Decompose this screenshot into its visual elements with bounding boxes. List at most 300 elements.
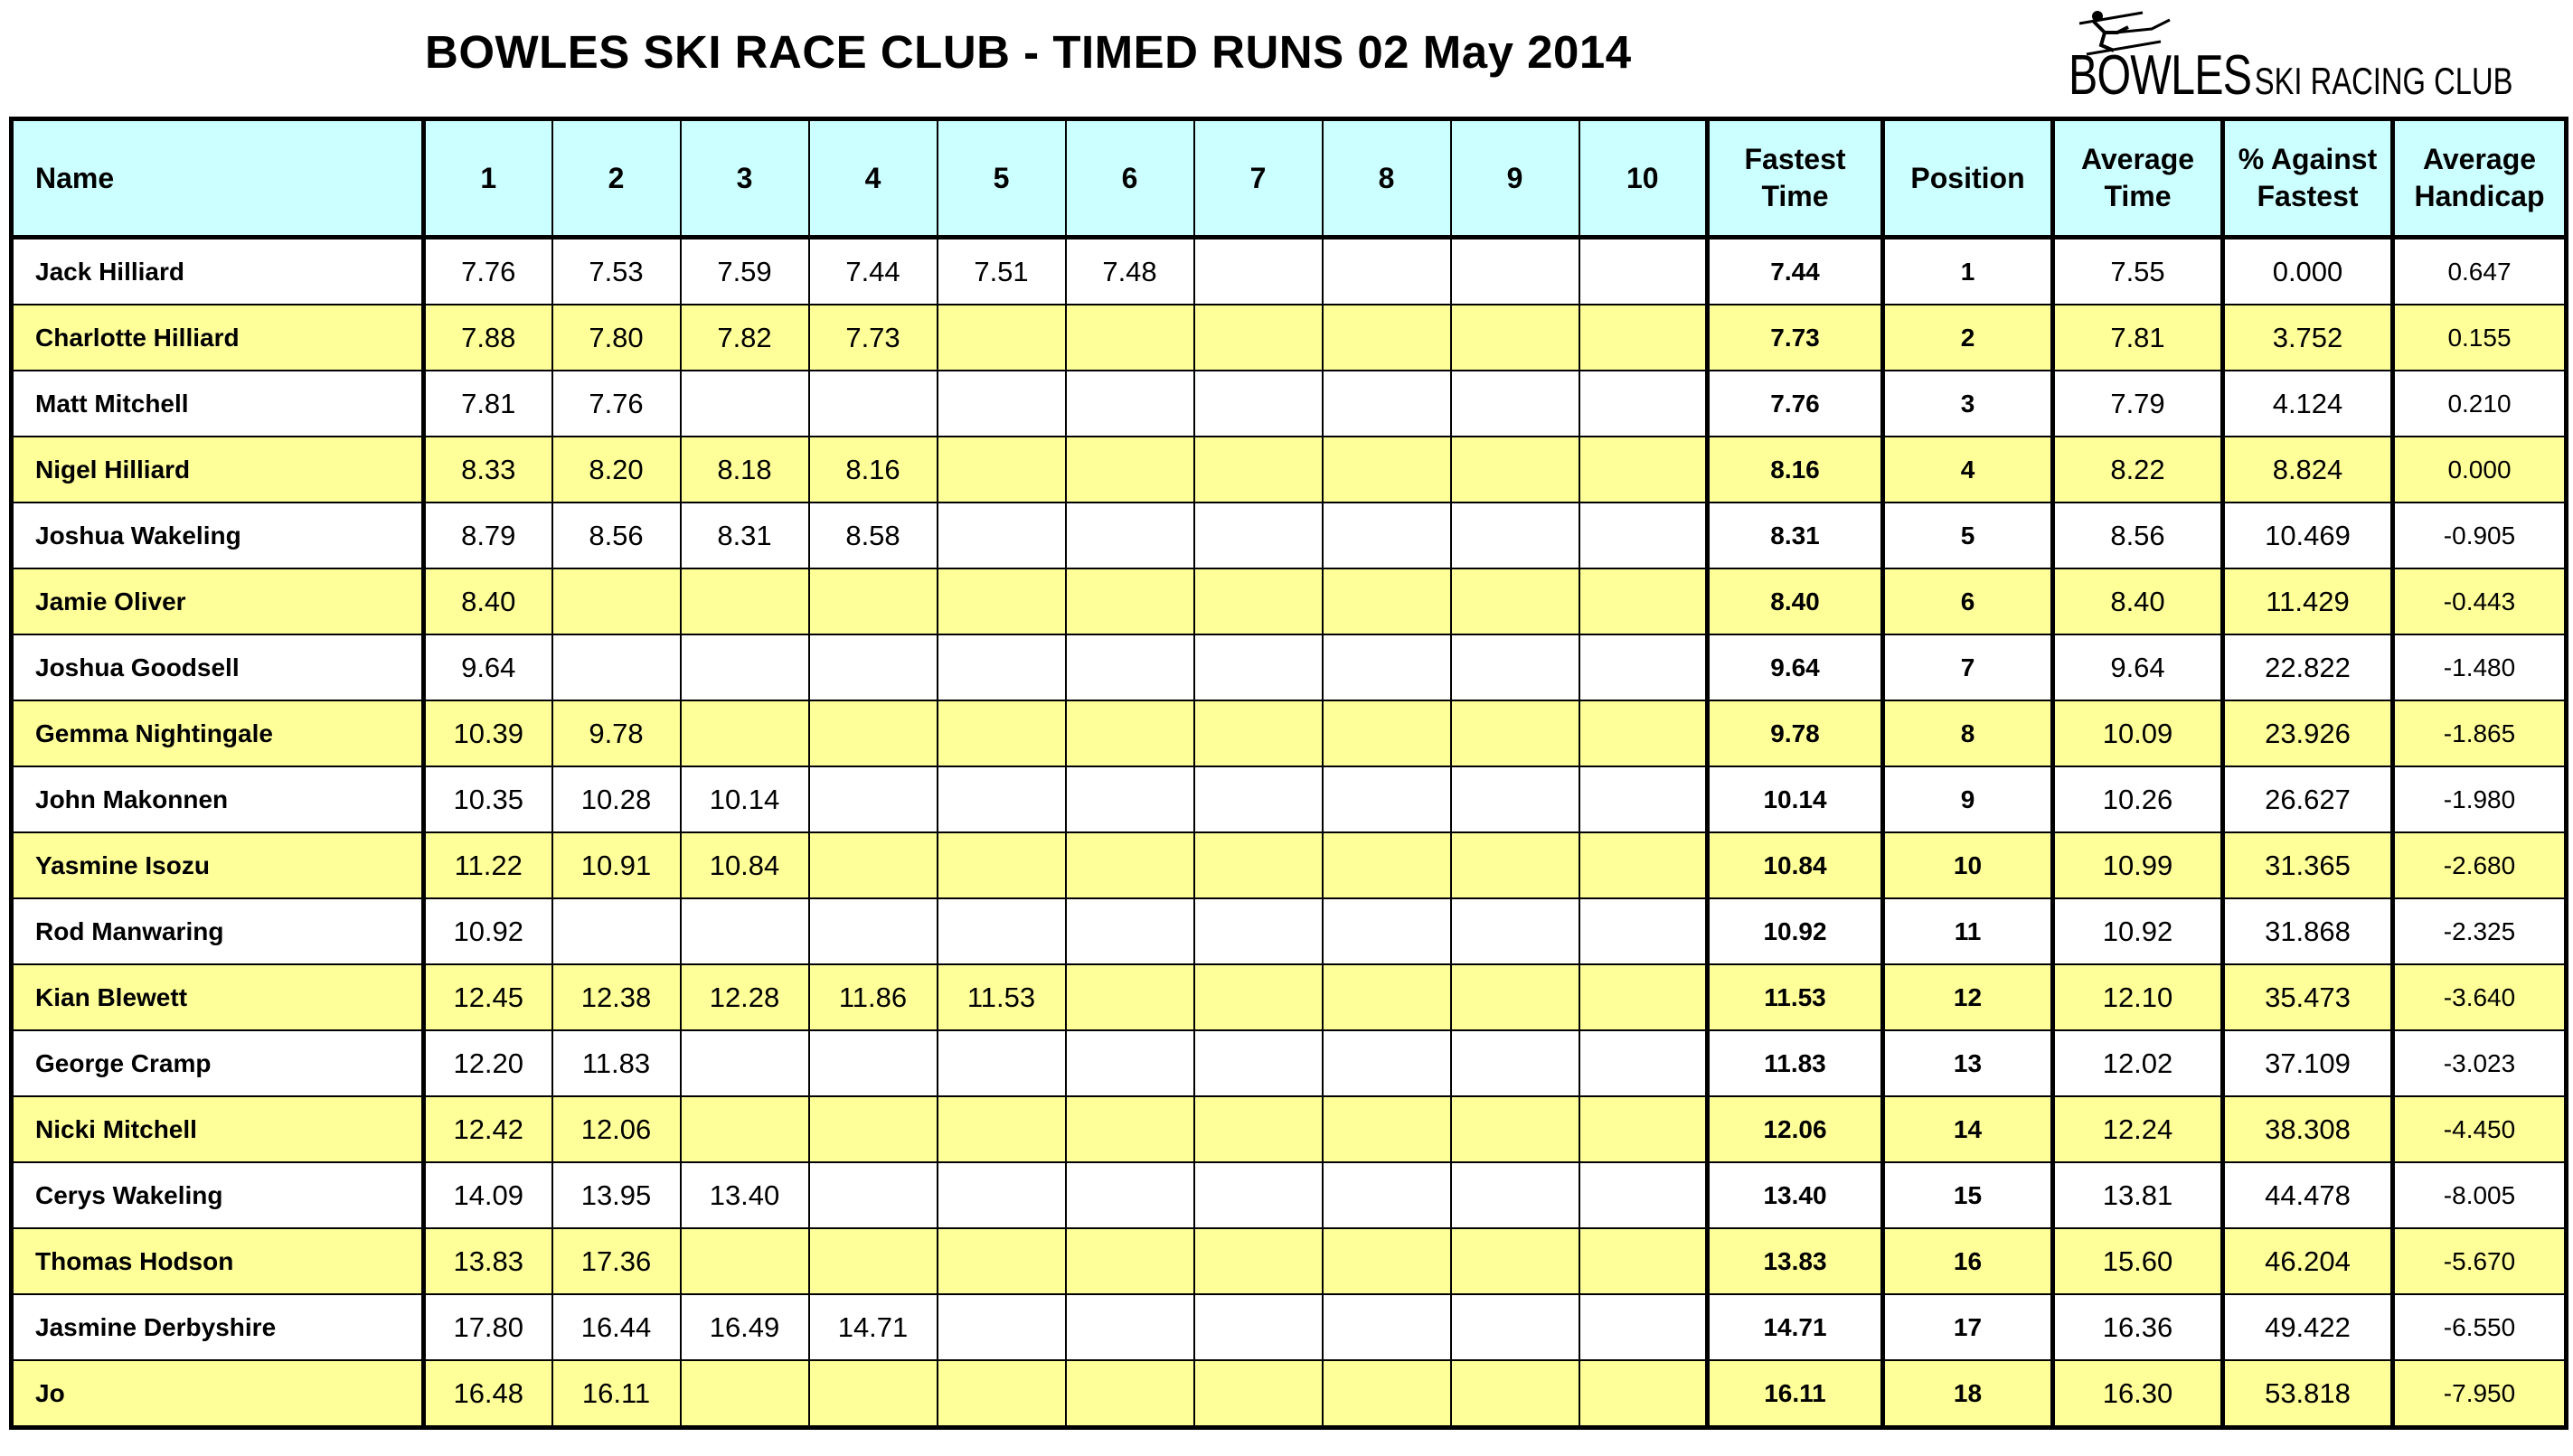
pct-against-fastest-cell: 53.818 bbox=[2223, 1360, 2393, 1428]
run-time-cell: 12.42 bbox=[424, 1096, 552, 1162]
run-time-cell: 12.45 bbox=[424, 964, 552, 1030]
run-time-cell bbox=[681, 1228, 809, 1294]
average-time-cell: 15.60 bbox=[2053, 1228, 2223, 1294]
position-cell: 4 bbox=[1883, 437, 2053, 503]
run-time-cell bbox=[1323, 305, 1451, 371]
average-time-cell: 9.64 bbox=[2053, 634, 2223, 700]
run-time-cell bbox=[938, 766, 1066, 832]
racer-name-cell: Joshua Wakeling bbox=[12, 503, 424, 568]
fastest-time-cell: 10.14 bbox=[1708, 766, 1883, 832]
position-cell: 18 bbox=[1883, 1360, 2053, 1428]
average-time-cell: 10.99 bbox=[2053, 832, 2223, 898]
run-time-cell bbox=[1323, 898, 1451, 964]
run-time-cell: 10.92 bbox=[424, 898, 552, 964]
header-pct-line2: Fastest bbox=[2257, 180, 2359, 212]
racer-name-cell: Cerys Wakeling bbox=[12, 1162, 424, 1228]
run-time-cell bbox=[1066, 700, 1194, 766]
header-run-10: 10 bbox=[1579, 119, 1708, 238]
average-handicap-cell: 0.210 bbox=[2393, 371, 2567, 437]
average-handicap-cell: -0.905 bbox=[2393, 503, 2567, 568]
run-time-cell bbox=[938, 832, 1066, 898]
average-time-cell: 8.22 bbox=[2053, 437, 2223, 503]
table-row bbox=[12, 503, 2567, 568]
run-time-cell: 11.53 bbox=[938, 964, 1066, 1030]
run-time-cell bbox=[938, 634, 1066, 700]
run-time-cell: 16.48 bbox=[424, 1360, 552, 1428]
table-row bbox=[12, 634, 2567, 700]
average-handicap-cell: -1.480 bbox=[2393, 634, 2567, 700]
fastest-time-cell: 10.84 bbox=[1708, 832, 1883, 898]
header-position: Position bbox=[1883, 119, 2053, 238]
racer-name-cell: Thomas Hodson bbox=[12, 1228, 424, 1294]
run-time-cell bbox=[1323, 1294, 1451, 1360]
average-time-cell: 10.92 bbox=[2053, 898, 2223, 964]
run-time-cell: 8.33 bbox=[424, 437, 552, 503]
run-time-cell bbox=[1194, 1162, 1323, 1228]
table-row bbox=[12, 305, 2567, 371]
average-time-cell: 10.09 bbox=[2053, 700, 2223, 766]
average-handicap-cell: 0.647 bbox=[2393, 238, 2567, 305]
run-time-cell bbox=[809, 1096, 938, 1162]
header-fastest-line1: Fastest bbox=[1744, 143, 1846, 175]
position-cell: 12 bbox=[1883, 964, 2053, 1030]
run-time-cell bbox=[1579, 700, 1708, 766]
position-cell: 3 bbox=[1883, 371, 2053, 437]
average-handicap-cell: -8.005 bbox=[2393, 1162, 2567, 1228]
run-time-cell bbox=[938, 898, 1066, 964]
run-time-cell bbox=[681, 634, 809, 700]
run-time-cell bbox=[1579, 568, 1708, 634]
run-time-cell bbox=[809, 832, 938, 898]
run-time-cell bbox=[1323, 568, 1451, 634]
average-time-cell: 13.81 bbox=[2053, 1162, 2223, 1228]
fastest-time-cell: 9.78 bbox=[1708, 700, 1883, 766]
run-time-cell bbox=[552, 568, 681, 634]
average-time-cell: 7.79 bbox=[2053, 371, 2223, 437]
run-time-cell: 10.84 bbox=[681, 832, 809, 898]
header-average-handicap bbox=[2393, 119, 2567, 238]
run-time-cell bbox=[1451, 898, 1579, 964]
run-time-cell bbox=[681, 898, 809, 964]
run-time-cell: 8.79 bbox=[424, 503, 552, 568]
position-cell: 15 bbox=[1883, 1162, 2053, 1228]
racer-name-cell: Jasmine Derbyshire bbox=[12, 1294, 424, 1360]
run-time-cell bbox=[1579, 1294, 1708, 1360]
average-time-cell: 16.30 bbox=[2053, 1360, 2223, 1428]
table-row bbox=[12, 437, 2567, 503]
run-time-cell bbox=[1451, 437, 1579, 503]
average-handicap-cell: -1.980 bbox=[2393, 766, 2567, 832]
run-time-cell: 14.09 bbox=[424, 1162, 552, 1228]
run-time-cell bbox=[1194, 238, 1323, 305]
header-run-2: 2 bbox=[552, 119, 681, 238]
run-time-cell bbox=[1451, 1030, 1579, 1096]
table-row bbox=[12, 371, 2567, 437]
run-time-cell: 11.22 bbox=[424, 832, 552, 898]
run-time-cell bbox=[809, 371, 938, 437]
table-row bbox=[12, 964, 2567, 1030]
table-row bbox=[12, 568, 2567, 634]
run-time-cell bbox=[938, 1360, 1066, 1428]
racer-name-cell: Kian Blewett bbox=[12, 964, 424, 1030]
run-time-cell: 10.91 bbox=[552, 832, 681, 898]
run-time-cell bbox=[1451, 1228, 1579, 1294]
racer-name-cell: Jack Hilliard bbox=[12, 238, 424, 305]
run-time-cell: 16.49 bbox=[681, 1294, 809, 1360]
fastest-time-cell: 13.83 bbox=[1708, 1228, 1883, 1294]
run-time-cell bbox=[809, 766, 938, 832]
run-time-cell bbox=[1194, 1030, 1323, 1096]
table-row bbox=[12, 898, 2567, 964]
run-time-cell bbox=[1066, 964, 1194, 1030]
table-row bbox=[12, 1096, 2567, 1162]
run-time-cell bbox=[1323, 634, 1451, 700]
position-cell: 17 bbox=[1883, 1294, 2053, 1360]
run-time-cell bbox=[1451, 568, 1579, 634]
header-pct-against-fastest bbox=[2223, 119, 2393, 238]
run-time-cell bbox=[1194, 832, 1323, 898]
run-time-cell bbox=[1194, 1294, 1323, 1360]
table-row bbox=[12, 238, 2567, 305]
header-run-3: 3 bbox=[681, 119, 809, 238]
header-fastest-time bbox=[1708, 119, 1883, 238]
run-time-cell bbox=[1451, 700, 1579, 766]
run-time-cell bbox=[1579, 832, 1708, 898]
table-row bbox=[12, 1294, 2567, 1360]
run-time-cell: 10.35 bbox=[424, 766, 552, 832]
run-time-cell bbox=[1066, 503, 1194, 568]
pct-against-fastest-cell: 31.868 bbox=[2223, 898, 2393, 964]
pct-against-fastest-cell: 35.473 bbox=[2223, 964, 2393, 1030]
run-time-cell: 11.86 bbox=[809, 964, 938, 1030]
run-time-cell: 9.64 bbox=[424, 634, 552, 700]
position-cell: 13 bbox=[1883, 1030, 2053, 1096]
run-time-cell: 12.28 bbox=[681, 964, 809, 1030]
club-logo bbox=[2061, 5, 2513, 107]
position-cell: 11 bbox=[1883, 898, 2053, 964]
position-cell: 10 bbox=[1883, 832, 2053, 898]
run-time-cell bbox=[1194, 371, 1323, 437]
run-time-cell bbox=[938, 1162, 1066, 1228]
table-row bbox=[12, 700, 2567, 766]
average-handicap-cell: -6.550 bbox=[2393, 1294, 2567, 1360]
run-time-cell bbox=[1451, 832, 1579, 898]
average-time-cell: 8.56 bbox=[2053, 503, 2223, 568]
racer-name-cell: Charlotte Hilliard bbox=[12, 305, 424, 371]
run-time-cell: 7.76 bbox=[552, 371, 681, 437]
run-time-cell bbox=[809, 1162, 938, 1228]
position-cell: 9 bbox=[1883, 766, 2053, 832]
average-time-cell: 7.81 bbox=[2053, 305, 2223, 371]
fastest-time-cell: 9.64 bbox=[1708, 634, 1883, 700]
run-time-cell bbox=[1066, 371, 1194, 437]
run-time-cell: 7.81 bbox=[424, 371, 552, 437]
run-time-cell: 12.38 bbox=[552, 964, 681, 1030]
run-time-cell: 13.95 bbox=[552, 1162, 681, 1228]
pct-against-fastest-cell: 4.124 bbox=[2223, 371, 2393, 437]
run-time-cell: 7.44 bbox=[809, 238, 938, 305]
racer-name-cell: Jo bbox=[12, 1360, 424, 1428]
pct-against-fastest-cell: 49.422 bbox=[2223, 1294, 2393, 1360]
run-time-cell bbox=[1194, 766, 1323, 832]
run-time-cell bbox=[1323, 1096, 1451, 1162]
run-time-cell: 7.76 bbox=[424, 238, 552, 305]
average-handicap-cell: -1.865 bbox=[2393, 700, 2567, 766]
run-time-cell bbox=[809, 568, 938, 634]
average-handicap-cell: 0.155 bbox=[2393, 305, 2567, 371]
fastest-time-cell: 10.92 bbox=[1708, 898, 1883, 964]
run-time-cell bbox=[809, 1360, 938, 1428]
run-time-cell bbox=[1194, 568, 1323, 634]
average-handicap-cell: -0.443 bbox=[2393, 568, 2567, 634]
pct-against-fastest-cell: 22.822 bbox=[2223, 634, 2393, 700]
run-time-cell bbox=[809, 898, 938, 964]
run-time-cell bbox=[1066, 1360, 1194, 1428]
run-time-cell bbox=[1579, 305, 1708, 371]
run-time-cell bbox=[1579, 1360, 1708, 1428]
run-time-cell bbox=[1066, 305, 1194, 371]
pct-against-fastest-cell: 23.926 bbox=[2223, 700, 2393, 766]
run-time-cell bbox=[1066, 634, 1194, 700]
pct-against-fastest-cell: 46.204 bbox=[2223, 1228, 2393, 1294]
run-time-cell bbox=[1323, 1228, 1451, 1294]
run-time-cell bbox=[1579, 1030, 1708, 1096]
run-time-cell: 8.58 bbox=[809, 503, 938, 568]
run-time-cell: 8.40 bbox=[424, 568, 552, 634]
average-time-cell: 8.40 bbox=[2053, 568, 2223, 634]
run-time-cell bbox=[552, 898, 681, 964]
header-run-1: 1 bbox=[424, 119, 552, 238]
run-time-cell bbox=[1323, 371, 1451, 437]
run-time-cell bbox=[938, 1294, 1066, 1360]
run-time-cell bbox=[1451, 766, 1579, 832]
header-fastest-line2: Time bbox=[1761, 180, 1829, 212]
racer-name-cell: George Cramp bbox=[12, 1030, 424, 1096]
run-time-cell bbox=[1323, 766, 1451, 832]
run-time-cell bbox=[1194, 1096, 1323, 1162]
run-time-cell bbox=[1194, 964, 1323, 1030]
average-time-cell: 16.36 bbox=[2053, 1294, 2223, 1360]
results-table bbox=[9, 117, 2568, 1430]
average-time-cell: 12.10 bbox=[2053, 964, 2223, 1030]
run-time-cell: 14.71 bbox=[809, 1294, 938, 1360]
run-time-cell bbox=[1451, 503, 1579, 568]
header-run-9: 9 bbox=[1451, 119, 1579, 238]
racer-name-cell: John Makonnen bbox=[12, 766, 424, 832]
run-time-cell bbox=[1579, 503, 1708, 568]
table-row bbox=[12, 1162, 2567, 1228]
run-time-cell bbox=[809, 1030, 938, 1096]
run-time-cell: 11.83 bbox=[552, 1030, 681, 1096]
header-run-5: 5 bbox=[938, 119, 1066, 238]
position-cell: 1 bbox=[1883, 238, 2053, 305]
run-time-cell bbox=[1194, 1360, 1323, 1428]
run-time-cell bbox=[1323, 700, 1451, 766]
position-cell: 6 bbox=[1883, 568, 2053, 634]
fastest-time-cell: 11.83 bbox=[1708, 1030, 1883, 1096]
run-time-cell bbox=[1579, 371, 1708, 437]
header-average-time bbox=[2053, 119, 2223, 238]
run-time-cell bbox=[1066, 1162, 1194, 1228]
run-time-cell: 13.83 bbox=[424, 1228, 552, 1294]
position-cell: 8 bbox=[1883, 700, 2053, 766]
run-time-cell bbox=[1194, 700, 1323, 766]
run-time-cell: 7.82 bbox=[681, 305, 809, 371]
run-time-cell: 8.20 bbox=[552, 437, 681, 503]
run-time-cell bbox=[1066, 437, 1194, 503]
run-time-cell bbox=[1066, 1030, 1194, 1096]
run-time-cell bbox=[1579, 1228, 1708, 1294]
pct-against-fastest-cell: 38.308 bbox=[2223, 1096, 2393, 1162]
run-time-cell: 7.80 bbox=[552, 305, 681, 371]
run-time-cell bbox=[938, 305, 1066, 371]
header-run-6: 6 bbox=[1066, 119, 1194, 238]
run-time-cell bbox=[938, 371, 1066, 437]
run-time-cell bbox=[1451, 1162, 1579, 1228]
racer-name-cell: Rod Manwaring bbox=[12, 898, 424, 964]
run-time-cell bbox=[1194, 898, 1323, 964]
header-average-line1: Average bbox=[2080, 143, 2195, 175]
header-handicap-line1: Average bbox=[2422, 143, 2537, 175]
run-time-cell bbox=[1451, 634, 1579, 700]
run-time-cell: 9.78 bbox=[552, 700, 681, 766]
run-time-cell: 8.56 bbox=[552, 503, 681, 568]
run-time-cell bbox=[1194, 437, 1323, 503]
run-time-cell bbox=[1066, 1096, 1194, 1162]
average-time-cell: 10.26 bbox=[2053, 766, 2223, 832]
average-handicap-cell: -7.950 bbox=[2393, 1360, 2567, 1428]
run-time-cell: 8.16 bbox=[809, 437, 938, 503]
run-time-cell bbox=[938, 568, 1066, 634]
run-time-cell: 16.44 bbox=[552, 1294, 681, 1360]
run-time-cell bbox=[1579, 766, 1708, 832]
position-cell: 5 bbox=[1883, 503, 2053, 568]
position-cell: 14 bbox=[1883, 1096, 2053, 1162]
run-time-cell: 10.28 bbox=[552, 766, 681, 832]
average-handicap-cell: -5.670 bbox=[2393, 1228, 2567, 1294]
run-time-cell bbox=[1579, 634, 1708, 700]
run-time-cell bbox=[1323, 238, 1451, 305]
run-time-cell bbox=[681, 1096, 809, 1162]
run-time-cell bbox=[938, 1030, 1066, 1096]
run-time-cell: 7.51 bbox=[938, 238, 1066, 305]
racer-name-cell: Matt Mitchell bbox=[12, 371, 424, 437]
fastest-time-cell: 13.40 bbox=[1708, 1162, 1883, 1228]
run-time-cell bbox=[809, 1228, 938, 1294]
run-time-cell bbox=[1194, 503, 1323, 568]
run-time-cell bbox=[938, 1096, 1066, 1162]
header-run-4: 4 bbox=[809, 119, 938, 238]
run-time-cell bbox=[681, 568, 809, 634]
table-row bbox=[12, 1228, 2567, 1294]
fastest-time-cell: 16.11 bbox=[1708, 1360, 1883, 1428]
run-time-cell bbox=[1579, 1162, 1708, 1228]
fastest-time-cell: 8.16 bbox=[1708, 437, 1883, 503]
run-time-cell: 10.39 bbox=[424, 700, 552, 766]
run-time-cell: 7.48 bbox=[1066, 238, 1194, 305]
run-time-cell bbox=[809, 634, 938, 700]
run-time-cell: 13.40 bbox=[681, 1162, 809, 1228]
fastest-time-cell: 14.71 bbox=[1708, 1294, 1883, 1360]
table-row bbox=[12, 766, 2567, 832]
run-time-cell bbox=[1194, 634, 1323, 700]
header-handicap-line2: Handicap bbox=[2414, 180, 2545, 212]
fastest-time-cell: 7.76 bbox=[1708, 371, 1883, 437]
run-time-cell bbox=[1323, 503, 1451, 568]
pct-against-fastest-cell: 10.469 bbox=[2223, 503, 2393, 568]
run-time-cell bbox=[938, 700, 1066, 766]
average-handicap-cell: -3.023 bbox=[2393, 1030, 2567, 1096]
position-cell: 2 bbox=[1883, 305, 2053, 371]
run-time-cell: 16.11 bbox=[552, 1360, 681, 1428]
table-row bbox=[12, 1030, 2567, 1096]
run-time-cell bbox=[1066, 766, 1194, 832]
run-time-cell bbox=[1323, 1360, 1451, 1428]
position-cell: 16 bbox=[1883, 1228, 2053, 1294]
run-time-cell bbox=[1066, 1294, 1194, 1360]
logo-text-main: BOWLES bbox=[2069, 44, 2252, 107]
run-time-cell bbox=[1066, 898, 1194, 964]
run-time-cell bbox=[681, 371, 809, 437]
header-pct-line1: % Against bbox=[2238, 143, 2378, 175]
average-handicap-cell: -4.450 bbox=[2393, 1096, 2567, 1162]
run-time-cell: 8.31 bbox=[681, 503, 809, 568]
run-time-cell bbox=[1323, 437, 1451, 503]
fastest-time-cell: 7.44 bbox=[1708, 238, 1883, 305]
average-time-cell: 7.55 bbox=[2053, 238, 2223, 305]
racer-name-cell: Gemma Nightingale bbox=[12, 700, 424, 766]
run-time-cell: 8.18 bbox=[681, 437, 809, 503]
run-time-cell bbox=[681, 700, 809, 766]
average-handicap-cell: 0.000 bbox=[2393, 437, 2567, 503]
page-title: BOWLES SKI RACE CLUB - TIMED RUNS 02 May 2014 bbox=[425, 26, 1632, 78]
position-cell: 7 bbox=[1883, 634, 2053, 700]
run-time-cell bbox=[1323, 1030, 1451, 1096]
racer-name-cell: Nicki Mitchell bbox=[12, 1096, 424, 1162]
average-time-cell: 12.02 bbox=[2053, 1030, 2223, 1096]
fastest-time-cell: 8.31 bbox=[1708, 503, 1883, 568]
pct-against-fastest-cell: 37.109 bbox=[2223, 1030, 2393, 1096]
table-row bbox=[12, 832, 2567, 898]
run-time-cell bbox=[1579, 964, 1708, 1030]
header-run-7: 7 bbox=[1194, 119, 1323, 238]
header-name: Name bbox=[12, 119, 424, 238]
run-time-cell bbox=[681, 1360, 809, 1428]
run-time-cell bbox=[1451, 371, 1579, 437]
header-average-line2: Time bbox=[2104, 180, 2172, 212]
average-handicap-cell: -2.680 bbox=[2393, 832, 2567, 898]
pct-against-fastest-cell: 11.429 bbox=[2223, 568, 2393, 634]
run-time-cell bbox=[938, 437, 1066, 503]
run-time-cell bbox=[1323, 832, 1451, 898]
average-time-cell: 12.24 bbox=[2053, 1096, 2223, 1162]
run-time-cell: 7.59 bbox=[681, 238, 809, 305]
run-time-cell bbox=[938, 1228, 1066, 1294]
fastest-time-cell: 8.40 bbox=[1708, 568, 1883, 634]
run-time-cell: 17.80 bbox=[424, 1294, 552, 1360]
racer-name-cell: Jamie Oliver bbox=[12, 568, 424, 634]
run-time-cell: 7.73 bbox=[809, 305, 938, 371]
run-time-cell bbox=[1579, 1096, 1708, 1162]
run-time-cell bbox=[552, 634, 681, 700]
run-time-cell: 10.14 bbox=[681, 766, 809, 832]
run-time-cell: 7.53 bbox=[552, 238, 681, 305]
run-time-cell bbox=[809, 700, 938, 766]
average-handicap-cell: -2.325 bbox=[2393, 898, 2567, 964]
run-time-cell bbox=[1579, 437, 1708, 503]
racer-name-cell: Yasmine Isozu bbox=[12, 832, 424, 898]
run-time-cell bbox=[1451, 964, 1579, 1030]
